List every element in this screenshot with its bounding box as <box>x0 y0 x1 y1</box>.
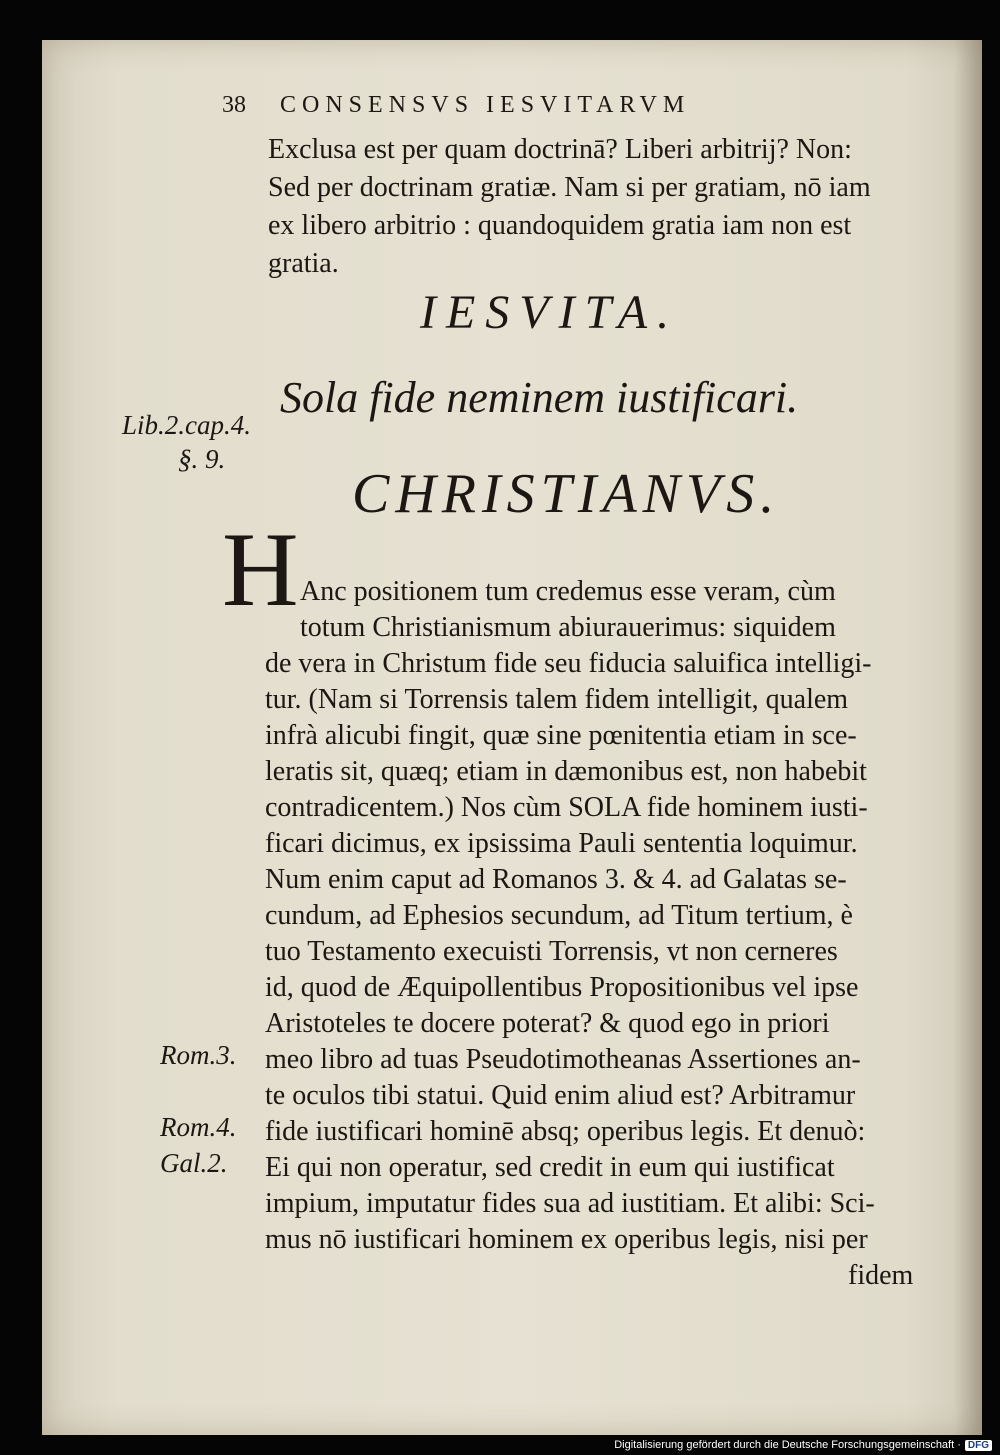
heading-jesuita: IESVITA. <box>420 286 680 339</box>
body-line-9: Num enim caput ad Romanos 3. & 4. ad Galatas se- <box>265 864 847 895</box>
page-number: 38 <box>222 92 246 118</box>
body-line-18: impium, imputatur fides sua ad iustitiam. Et alibi: Sci- <box>265 1188 875 1219</box>
margin-note-lib-cap: Lib.2.cap.4. <box>122 410 252 440</box>
page-edge-shadow <box>954 40 982 1435</box>
digitization-credit <box>614 1439 992 1451</box>
opening-line-1: Exclusa est per quam doctrinā? Liberi arbitrij? Non: <box>268 134 852 165</box>
drop-cap: H <box>222 511 299 628</box>
body-line-13: Aristoteles te docere poterat? & quod ego in priori <box>265 1008 830 1039</box>
body-line-14: meo libro ad tuas Pseudotimotheanas Assertiones an- <box>265 1044 861 1075</box>
body-line-15: te oculos tibi statui. Quid enim aliud est? Arbitramur <box>265 1080 856 1111</box>
body-line-catchword: fidem <box>848 1260 914 1291</box>
body-line-3: de vera in Christum fide seu fiducia saluifica intelligi- <box>265 648 872 679</box>
running-head <box>222 92 922 119</box>
body-line-7: contradicentem.) Nos cùm SOLA fide hominem iusti- <box>265 792 868 823</box>
margin-note-section: §. 9. <box>178 444 226 474</box>
body-line-4: tur. (Nam si Torrensis talem fidem intelligit, qualem <box>265 684 849 715</box>
body-line-19: mus nō iustificari hominem ex operibus legis, nisi per <box>265 1224 868 1255</box>
body-line-12: id, quod de Æquipollentibus Propositionibus vel ipse <box>265 972 859 1003</box>
dfg-logo: DFG <box>965 1440 992 1451</box>
body-line-17: Ei qui non operatur, sed credit in eum qui iustificat <box>265 1152 835 1183</box>
opening-line-4: gratia. <box>268 248 339 279</box>
body-line-16: fide iustificari hominē absq; operibus legis. Et denuò: <box>265 1116 866 1147</box>
body-line-11: tuo Testamento execuisti Torrensis, vt non cerneres <box>265 936 838 967</box>
body-line-1: Anc positionem tum credemus esse veram, cùm <box>300 576 836 607</box>
heading-thesis: Sola fide neminem iustificari. <box>280 373 799 422</box>
margin-note-rom4: Rom.4. <box>160 1112 237 1142</box>
margin-note-gal2: Gal.2. <box>160 1148 228 1178</box>
opening-line-2: Sed per doctrinam gratiæ. Nam si per gratiam, nō iam <box>268 172 871 203</box>
body-line-10: cundum, ad Ephesios secundum, ad Titum tertium, è <box>265 900 853 931</box>
body-line-8: ficari dicimus, ex ipsissima Pauli sententia loquimur. <box>265 828 858 859</box>
body-line-6: leratis sit, quæq; etiam in dæmonibus est, non habebit <box>265 756 867 787</box>
running-title: CONSENSVS IESVITARVM <box>280 92 691 118</box>
margin-note-rom3: Rom.3. <box>160 1040 237 1070</box>
credit-text: Digitalisierung gefördert durch die Deutsche Forschungsgemeinschaft · <box>614 1439 961 1451</box>
heading-christianus: CHRISTIANVS. <box>352 463 781 525</box>
opening-line-3: ex libero arbitrio : quandoquidem gratia iam non est <box>268 210 852 241</box>
body-line-2: totum Christianismum abiurauerimus: siquidem <box>300 612 836 643</box>
body-line-5: infrà alicubi fingit, quæ sine pœnitentia etiam in sce- <box>265 720 857 751</box>
